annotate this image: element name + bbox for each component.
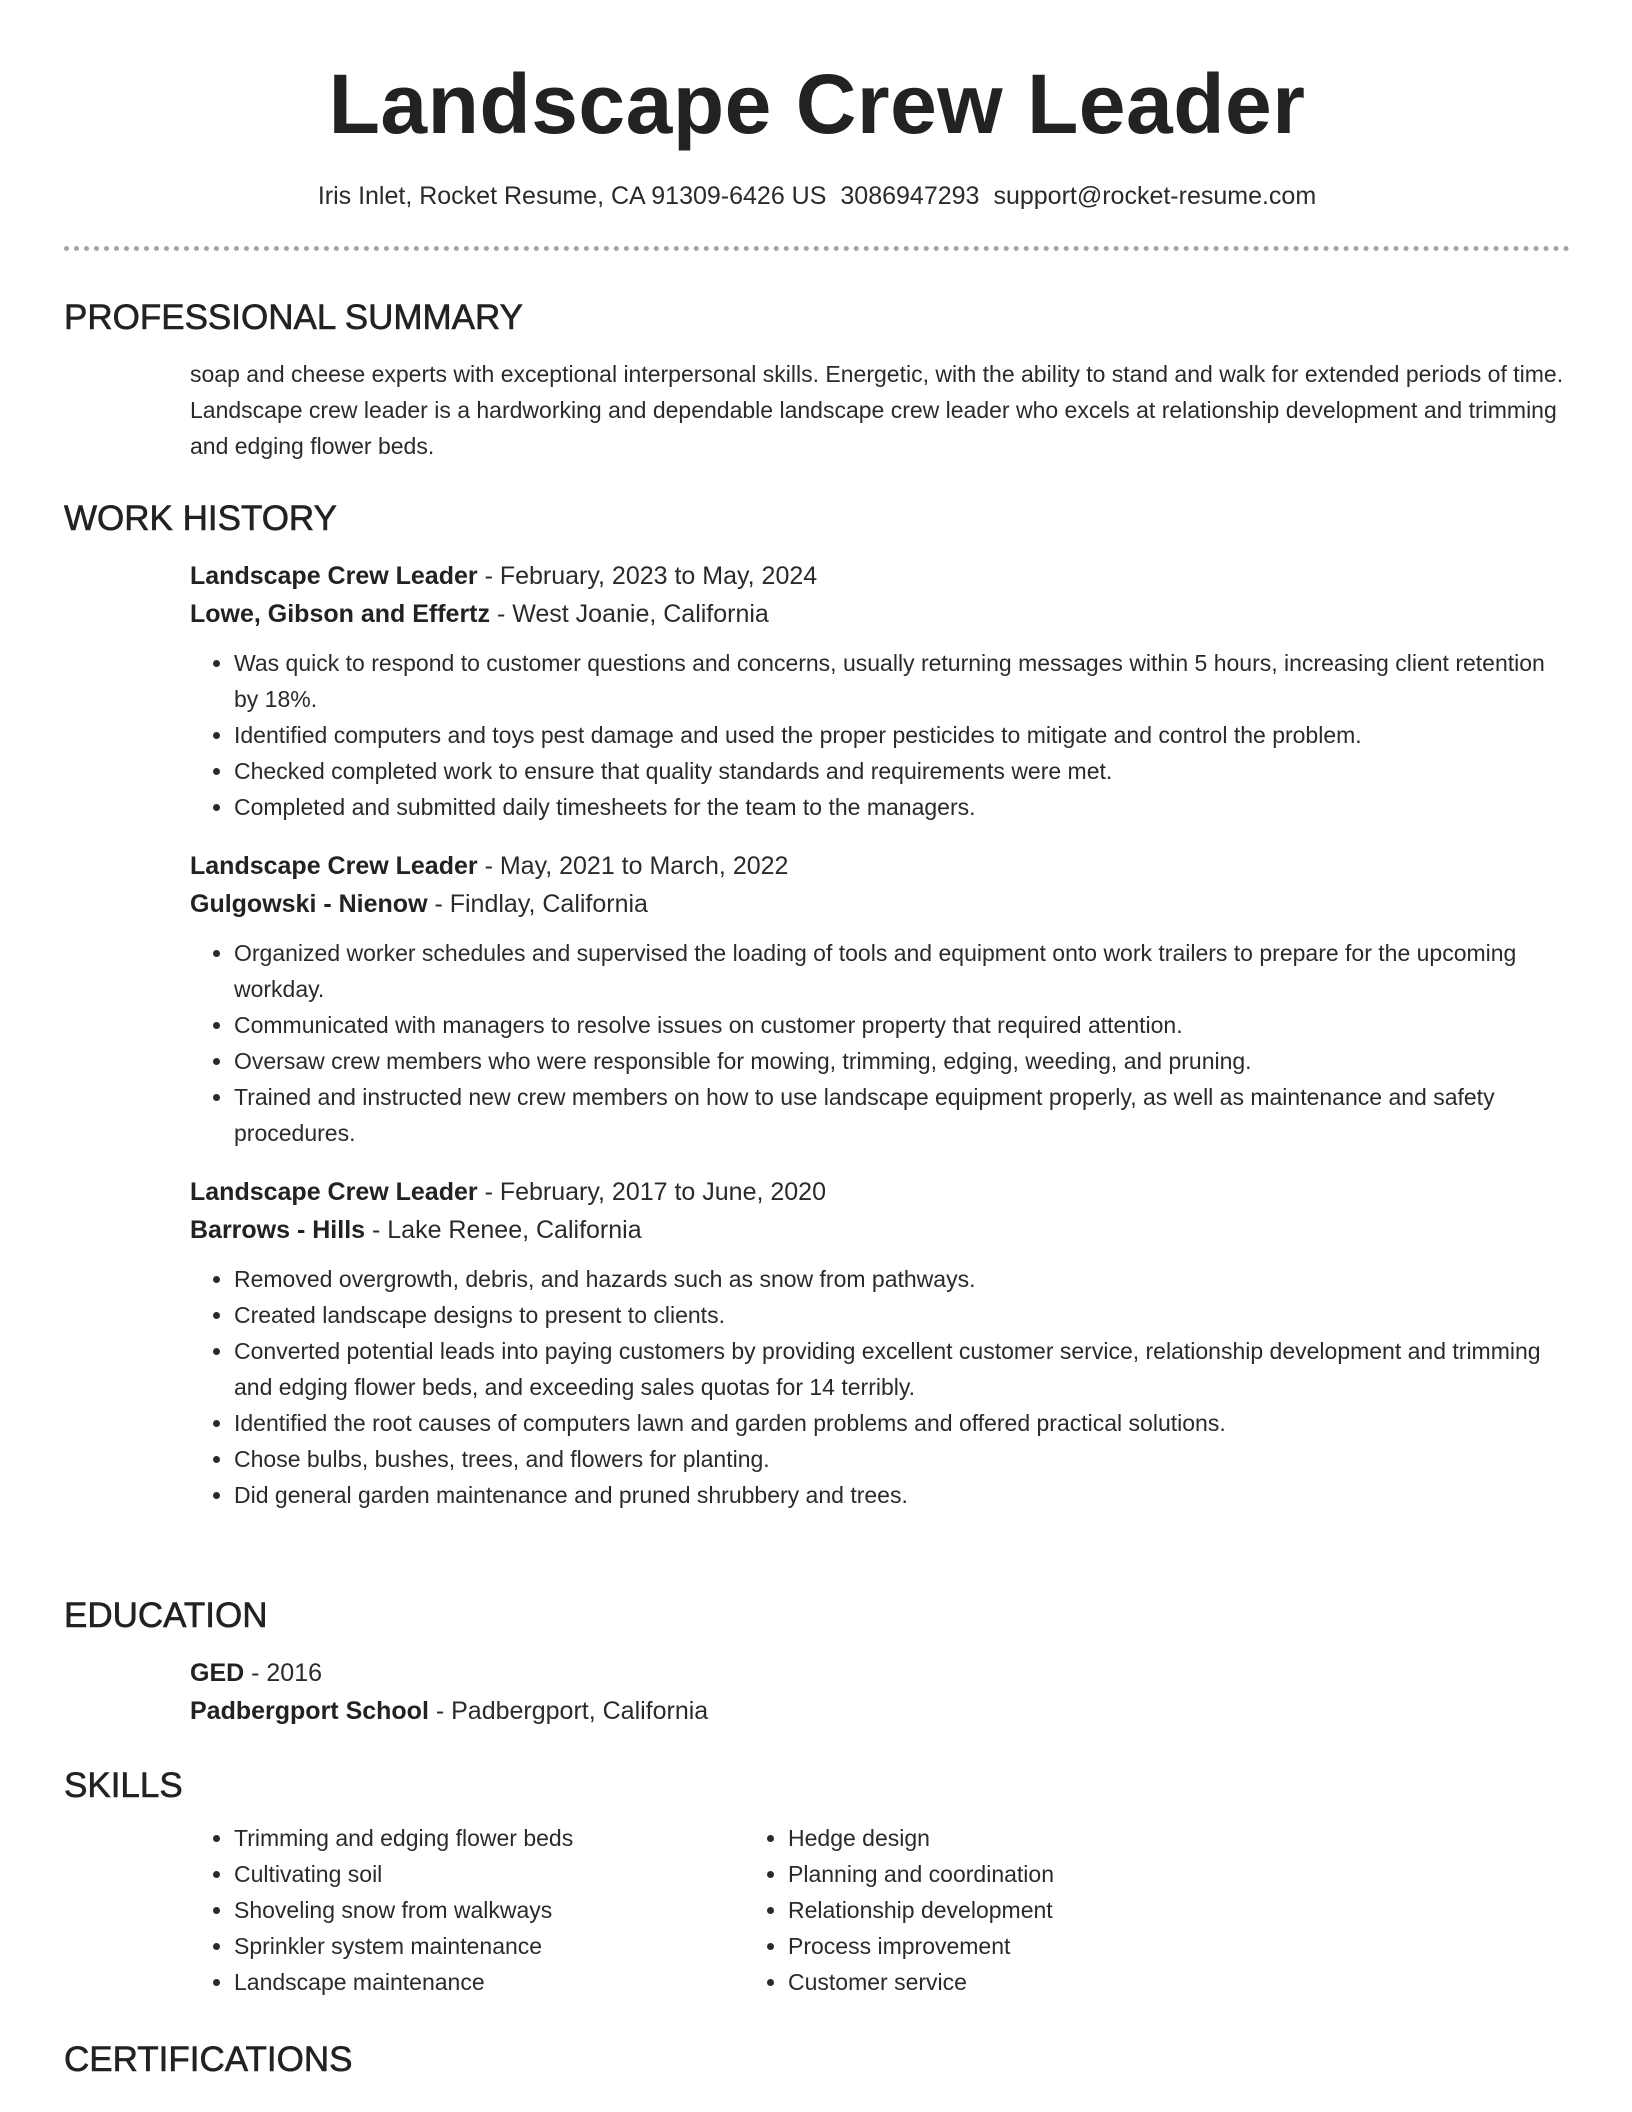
job-dates: - February, 2017 to June, 2020 xyxy=(477,1178,826,1206)
job-bullet: • Did general garden maintenance and pruned shrubbery and trees. xyxy=(234,1477,1570,1513)
job-location: - West Joanie, California xyxy=(490,600,769,628)
job-bullet: • Trained and instructed new crew members on how to use landscape equipment properly, as well as maintenance and safety procedures. xyxy=(234,1079,1570,1151)
job-location: - Findlay, California xyxy=(427,890,648,918)
job-role: Landscape Crew Leader xyxy=(190,852,478,880)
work-history-section xyxy=(64,497,1570,1513)
education-school-line xyxy=(190,1692,1570,1730)
job-bullets xyxy=(64,935,1570,1151)
job-bullet: • Organized worker schedules and supervised the loading of tools and equipment onto work trailers to prepare for the upcoming workday. xyxy=(234,935,1570,1007)
skill-item: • Hedge design xyxy=(788,1820,1054,1856)
job-bullets xyxy=(64,1261,1570,1513)
education-school: Padbergport School xyxy=(190,1697,429,1725)
job-company-line xyxy=(190,885,1570,923)
job-company: Lowe, Gibson and Effertz xyxy=(190,600,491,628)
job-bullet: • Checked completed work to ensure that quality standards and requirements were met. xyxy=(234,753,1570,789)
contact-line xyxy=(64,180,1570,212)
education-degree: GED xyxy=(190,1659,245,1687)
work-history-title: WORK HISTORY xyxy=(64,499,337,538)
job-bullets xyxy=(64,645,1570,825)
skill-item: • Cultivating soil xyxy=(234,1856,744,1892)
summary-section xyxy=(64,296,1570,464)
job-company: Barrows - Hills xyxy=(190,1216,366,1244)
skill-item: • Landscape maintenance xyxy=(234,1964,744,2000)
job-bullet: • Communicated with managers to resolve issues on customer property that required attention. xyxy=(234,1007,1570,1043)
contact-phone: 3086947293 xyxy=(840,182,980,210)
job-entry xyxy=(64,1173,1570,1513)
job-bullet: • Identified the root causes of computers lawn and garden problems and offered practical solutions. xyxy=(234,1405,1570,1441)
resume-name: Landscape Crew Leader xyxy=(328,57,1306,151)
job-company-line xyxy=(190,1211,1570,1249)
certifications-title: CERTIFICATIONS xyxy=(64,2040,353,2079)
skill-item: • Customer service xyxy=(788,1964,1054,2000)
job-title-line xyxy=(190,1173,1570,1211)
education-title: EDUCATION xyxy=(64,1596,268,1635)
summary-title: PROFESSIONAL SUMMARY xyxy=(64,298,523,337)
education-degree-line xyxy=(190,1654,1570,1692)
job-entry xyxy=(64,557,1570,825)
skills-columns xyxy=(64,1820,1570,2000)
job-bullet: • Was quick to respond to customer questions and concerns, usually returning messages within 5 hours, increasing client retention by 18%. xyxy=(234,645,1570,717)
skills-list-right xyxy=(744,1820,1054,2000)
job-dates: - February, 2023 to May, 2024 xyxy=(477,562,818,590)
skills-title: SKILLS xyxy=(64,1766,183,1805)
job-bullet: • Chose bulbs, bushes, trees, and flowers for planting. xyxy=(234,1441,1570,1477)
contact-address: Iris Inlet, Rocket Resume, CA 91309-6426 US xyxy=(317,182,827,210)
skill-item: • Trimming and edging flower beds xyxy=(234,1820,744,1856)
job-bullet: • Oversaw crew members who were responsible for mowing, trimming, edging, weeding, and pruning. xyxy=(234,1043,1570,1079)
job-location: - Lake Renee, California xyxy=(365,1216,642,1244)
resume-page xyxy=(64,0,1570,2079)
education-year: - 2016 xyxy=(244,1659,323,1687)
job-role: Landscape Crew Leader xyxy=(190,1178,478,1206)
job-bullet: • Completed and submitted daily timesheets for the team to the managers. xyxy=(234,789,1570,825)
certifications-section xyxy=(64,2038,1570,2082)
job-title-line xyxy=(190,847,1570,885)
skill-item: • Planning and coordination xyxy=(788,1856,1054,1892)
job-title-line xyxy=(190,557,1570,595)
skill-item: • Relationship development xyxy=(788,1892,1054,1928)
skills-list-left xyxy=(64,1820,744,2000)
skills-section xyxy=(64,1764,1570,2000)
education-section xyxy=(64,1594,1570,1730)
job-company-line xyxy=(190,595,1570,633)
education-location: - Padbergport, California xyxy=(428,1697,709,1725)
skill-item: • Sprinkler system maintenance xyxy=(234,1928,744,1964)
skill-item: • Shoveling snow from walkways xyxy=(234,1892,744,1928)
job-dates: - May, 2021 to March, 2022 xyxy=(477,852,789,880)
header-divider xyxy=(64,246,1570,251)
job-company: Gulgowski - Nienow xyxy=(190,890,428,918)
job-bullet: • Created landscape designs to present to clients. xyxy=(234,1297,1570,1333)
skill-item: • Process improvement xyxy=(788,1928,1054,1964)
job-entry xyxy=(64,847,1570,1151)
job-bullet: • Converted potential leads into paying customers by providing excellent customer service, relationship development and trimming and edging flower beds, and exceeding sales quotas for 14 terribly. xyxy=(234,1333,1570,1405)
job-bullet: • Identified computers and toys pest damage and used the proper pesticides to mitigate and control the problem. xyxy=(234,717,1570,753)
education-entry xyxy=(64,1654,1570,1730)
job-role: Landscape Crew Leader xyxy=(190,562,478,590)
contact-email: support@rocket-resume.com xyxy=(993,182,1317,210)
job-bullet: • Removed overgrowth, debris, and hazards such as snow from pathways. xyxy=(234,1261,1570,1297)
summary-text: soap and cheese experts with exceptional interpersonal skills. Energetic, with the ability to stand and walk for extended periods of time. Landscape crew leader is a hardworking and dependable landscape crew leader who excels at relationship development and trimming and edging flower beds. xyxy=(190,361,1564,459)
